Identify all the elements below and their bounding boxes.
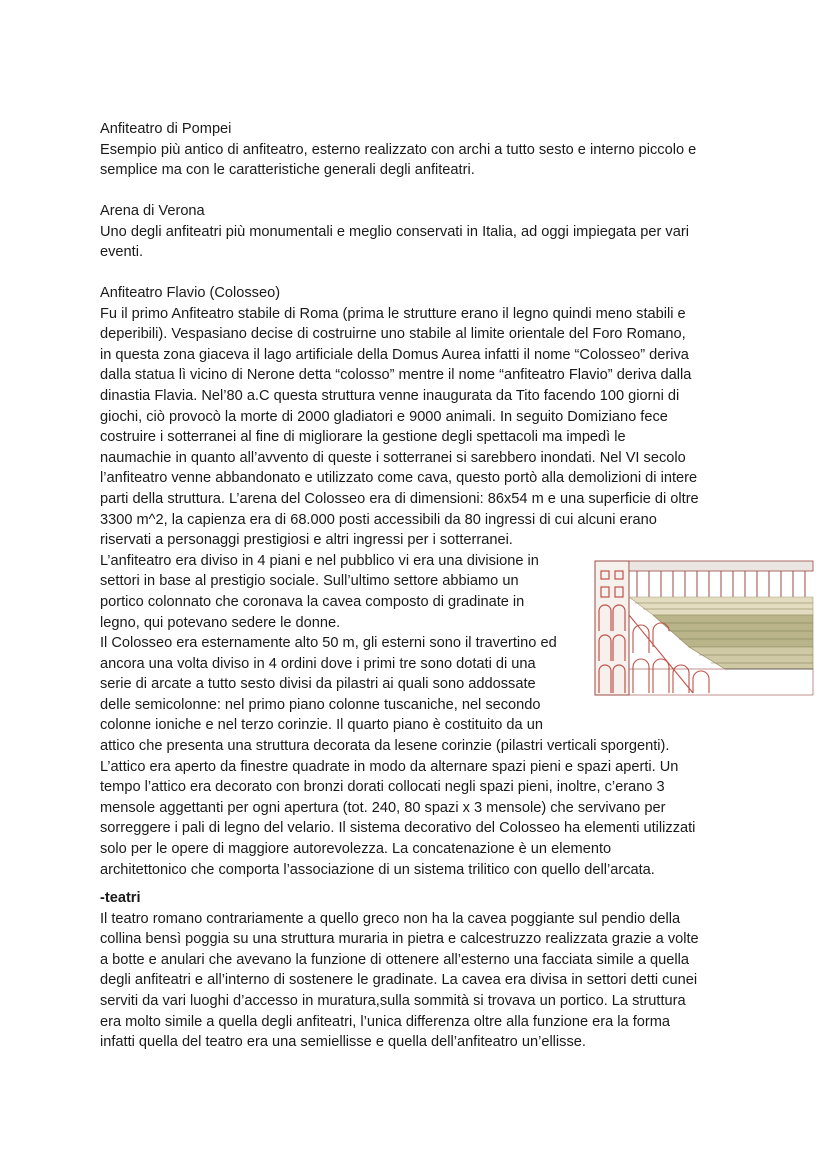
paragraph-line: collina bensì poggia su una struttura muraria in pietra e calcestruzzo realizzata grazie a volte bbox=[100, 931, 699, 948]
paragraph-line: Fu il primo Anfiteatro stabile di Roma (prima le strutture erano il legno quindi meno stabili e bbox=[100, 305, 686, 322]
section-teatri bbox=[100, 888, 740, 1053]
heading-colosseo: Anfiteatro Flavio (Colosseo) bbox=[100, 285, 281, 301]
paragraph-line: Esempio più antico di anfiteatro, esterno realizzato con archi a tutto sesto e interno piccolo e bbox=[100, 141, 697, 158]
paragraph-line: L’attico era aperto da finestre quadrate in modo da alternare spazi pieni e spazi aperti. Un bbox=[100, 758, 679, 775]
heading-teatri: -teatri bbox=[100, 890, 141, 906]
paragraph-line: ancora una volta diviso in 4 ordini dove i primi tre sono dotati di una bbox=[100, 655, 536, 672]
paragraph-line: Il teatro romano contrariamente a quello greco non ha la cavea poggiante sul pendio della bbox=[100, 910, 681, 927]
paragraph-line: costruire i sotterranei al fine di migliorare la gestione degli spettacoli ma impedì le bbox=[100, 429, 626, 446]
paragraph-line: riservati a personaggi prestigiosi e altri ingressi per i sotterranei. bbox=[100, 532, 513, 549]
paragraph-line: in questa zona giaceva il lago artificiale della Domus Aurea infatti il nome “Colosseo” deriva bbox=[100, 346, 689, 363]
paragraph-line: naumachie in quanto all’avvento di queste i sotterranei si sarebbero inondati. Nel VI secolo bbox=[100, 449, 686, 466]
paragraph-line: semplice ma con le caratteristiche generali degli anfiteatri. bbox=[100, 162, 475, 179]
paragraph-line: delle semicolonne: nel primo piano colonne tuscaniche, nel secondo bbox=[100, 696, 541, 713]
heading-pompei: Anfiteatro di Pompei bbox=[100, 121, 232, 137]
paragraph-line: eventi. bbox=[100, 244, 143, 261]
paragraph-line: colonne ioniche e nel terzo corinzie. Il quarto piano è costituito da un bbox=[100, 717, 543, 734]
paragraph-line: Il Colosseo era esternamente alto 50 m, gli esterni sono il travertino ed bbox=[100, 635, 557, 652]
paragraph-line: serie di arcate a tutto sesto divisi da pilastri ai quali sono addossate bbox=[100, 676, 536, 693]
section-pompei bbox=[100, 119, 740, 181]
paragraph-line: l’anfiteatro venne abbandonato e utilizzato come cava, questo portò alla demolizioni di intere bbox=[100, 470, 698, 487]
colosseum-section-figure bbox=[593, 557, 815, 697]
paragraph-line: serviti da vari luoghi d’accesso in muratura,sulla sommità si trovava un portico. La struttura bbox=[100, 992, 686, 1009]
paragraph-line: portico colonnato che coronava la cavea composto di gradinate in bbox=[100, 593, 525, 610]
paragraph-line: sorreggere i pali di legno del velario. Il sistema decorativo del Colosseo ha elementi utilizzati bbox=[100, 820, 696, 837]
paragraph-line: mensole aggettanti per ogni apertura (tot. 240, 80 spazi x 3 mensole) che servivano per bbox=[100, 799, 666, 816]
paragraph-line: legno, qui potevano sedere le donne. bbox=[100, 614, 341, 631]
paragraph-line: era molto simile a quella degli anfiteatri, l’unica differenza oltre alla funzione era la forma bbox=[100, 1013, 671, 1030]
colosseum-section-drawing-icon bbox=[593, 557, 815, 697]
paragraph-line: attico che presenta una struttura decorata da lesene corinzie (pilastri verticali sporgenti). bbox=[100, 738, 670, 755]
paragraph-line: tempo l’attico era decorato con bronzi dorati collocati negli spazi pieni, inoltre, c’erano 3 bbox=[100, 779, 665, 796]
paragraph-line: solo per le opere di maggiore autorevolezza. La concatenazione è un elemento bbox=[100, 841, 612, 858]
paragraph-line: degli anfiteatri e all’interno di sostenere le gradinate. La cavea era divisa in settori detti cunei bbox=[100, 972, 698, 989]
paragraph-line: architettonico che comporta l’associazione di un sistema trilitico con quello dell’arcata. bbox=[100, 861, 655, 878]
paragraph-line: settori in base al prestigio sociale. Sull’ultimo settore abbiamo un bbox=[100, 573, 519, 590]
paragraph-line: infatti quella del teatro era una semiellisse e quella dell’anfiteatro un’ellisse. bbox=[100, 1034, 586, 1051]
heading-verona: Arena di Verona bbox=[100, 203, 205, 219]
paragraph-line: a botte e anulari che avevano la funzione di ottenere all’esterno una facciata simile a quella bbox=[100, 951, 689, 968]
paragraph-line: dinastia Flavia. Nel’80 a.C questa struttura venne inaugurata da Tito facendo 100 giorni di bbox=[100, 387, 680, 404]
paragraph-line: L’anfiteatro era diviso in 4 piani e nel pubblico vi era una divisione in bbox=[100, 552, 539, 569]
paragraph-line: Uno degli anfiteatri più monumentali e meglio conservati in Italia, ad oggi impiegata per vari bbox=[100, 223, 689, 240]
paragraph-line: parti della struttura. L’arena del Colosseo era di dimensioni: 86x54 m e una superficie di oltre bbox=[100, 490, 699, 507]
paragraph-line: deperibili). Vespasiano decise di costruirne uno stabile al limite orientale del Foro Romano, bbox=[100, 326, 686, 343]
section-verona bbox=[100, 201, 740, 263]
paragraph-line: dalla statua lì vicino di Nerone detta “colosso” mentre il nome “anfiteatro Flavio” deriva dalla bbox=[100, 367, 692, 384]
paragraph-line: giochi, ciò provocò la morte di 2000 gladiatori e 9000 animali. In seguito Domiziano fece bbox=[100, 408, 668, 425]
paragraph-line: 3300 m^2, la capienza era di 68.000 posti accessibili da 80 ingressi di cui alcuni erano bbox=[100, 511, 657, 528]
